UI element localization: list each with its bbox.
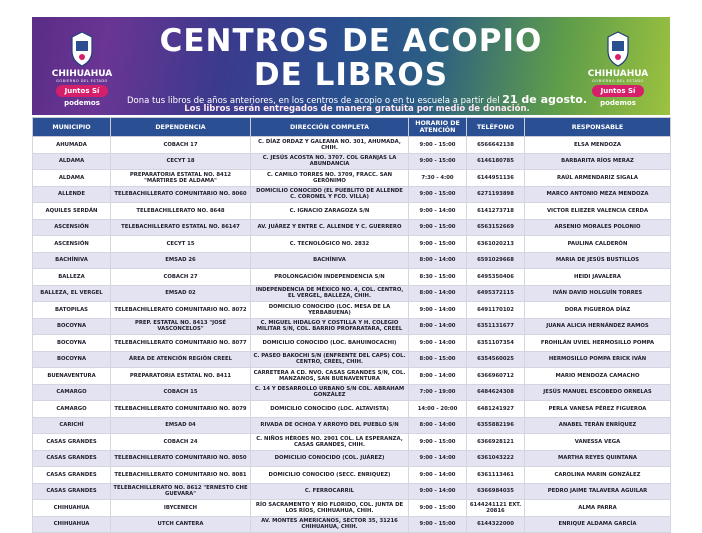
cell-direccion: BACHÍNIVA bbox=[251, 252, 409, 269]
cell-responsable: MARCO ANTONIO MEZA MENDOZA bbox=[525, 186, 671, 203]
cell-dependencia: COBACH 27 bbox=[111, 269, 251, 286]
table-row bbox=[33, 417, 671, 434]
cell-telefono: 6484624308 bbox=[467, 384, 525, 401]
column-header: DIRECCIÓN COMPLETA bbox=[251, 118, 409, 137]
cell-telefono: 6144241121 EXT. 20816 bbox=[467, 500, 525, 517]
cell-municipio: BACHÍNIVA bbox=[33, 252, 111, 269]
cell-telefono: 6271193898 bbox=[467, 186, 525, 203]
logo-word: CHIHUAHUA bbox=[587, 69, 649, 79]
cell-direccion: DOMICILIO CONOCIDO (LOC. ALTAVISTA) bbox=[251, 401, 409, 418]
cell-telefono: 6566642138 bbox=[467, 137, 525, 154]
table-row bbox=[33, 203, 671, 220]
page-title-line1: CENTROS DE ACOPIO bbox=[159, 23, 543, 59]
table-row bbox=[33, 368, 671, 385]
cell-responsable: PAULINA CALDERÓN bbox=[525, 236, 671, 253]
cell-telefono: 6144322000 bbox=[467, 516, 525, 533]
cell-dependencia: TELEBACHILLERATO NO. 8648 bbox=[111, 203, 251, 220]
cell-municipio: AHUMADA bbox=[33, 137, 111, 154]
cell-municipio: CHIHUAHUA bbox=[33, 516, 111, 533]
cell-horario: 8:00 - 14:00 bbox=[409, 368, 467, 385]
cell-direccion: C. JESÚS ACOSTA NO. 3707. COL GRANJAS LA ABUNDANCIA bbox=[251, 153, 409, 170]
table-row bbox=[33, 401, 671, 418]
table-header-row bbox=[33, 118, 671, 137]
cell-telefono: 6361020213 bbox=[467, 236, 525, 253]
table-row bbox=[33, 269, 671, 286]
cell-municipio: CAMARGO bbox=[33, 401, 111, 418]
cell-horario: 8:00 - 15:00 bbox=[409, 351, 467, 368]
cell-municipio: CARICHÍ bbox=[33, 417, 111, 434]
cell-horario: 9:00 - 15:00 bbox=[409, 516, 467, 533]
cell-dependencia: UTCH CANTERA bbox=[111, 516, 251, 533]
shield-icon bbox=[606, 31, 630, 67]
cell-responsable: VANESSA VEGA bbox=[525, 434, 671, 451]
cell-responsable: CAROLINA MARIN GONZÁLEZ bbox=[525, 467, 671, 484]
cell-responsable: IVÁN DAVID HOLGUÍN TORRES bbox=[525, 285, 671, 302]
cell-responsable: MARTHA REYES QUINTANA bbox=[525, 450, 671, 467]
cell-dependencia: TELEBACHILLERATO COMUNITARIO NO. 8077 bbox=[111, 335, 251, 352]
table-row bbox=[33, 137, 671, 154]
cell-responsable: JESÚS MANUEL ESCOBEDO ORNELAS bbox=[525, 384, 671, 401]
cell-municipio: CASAS GRANDES bbox=[33, 467, 111, 484]
cell-dependencia: EMSAD 26 bbox=[111, 252, 251, 269]
cell-telefono: 6141273718 bbox=[467, 203, 525, 220]
cell-responsable: JUANA ALICIA HERNÁNDEZ RAMOS bbox=[525, 318, 671, 335]
table-row bbox=[33, 285, 671, 302]
cell-direccion: DOMICILIO CONOCIDO (LOC. BAHUINOCACHI) bbox=[251, 335, 409, 352]
cell-dependencia: TELEBACHILLERATO COMUNITARIO NO. 8081 bbox=[111, 467, 251, 484]
cell-responsable: MARIA DE JESÚS BUSTILLOS bbox=[525, 252, 671, 269]
cell-dependencia: TELEBACHILLERATO ESTATAL NO. 86147 bbox=[111, 219, 251, 236]
cell-responsable: RAÚL ARMENDARIZ SIGALA bbox=[525, 170, 671, 187]
cell-responsable: BARBARITA RÍOS MERAZ bbox=[525, 153, 671, 170]
cell-direccion: AV. JUÁREZ Y ENTRE C. ALLENDE Y C. GUERRERO bbox=[251, 219, 409, 236]
cell-responsable: ARSENIO MORALES POLONIO bbox=[525, 219, 671, 236]
table-body bbox=[33, 137, 671, 533]
cell-municipio: BALLEZA, EL VERGEL bbox=[33, 285, 111, 302]
column-header: DEPENDENCIA bbox=[111, 118, 251, 137]
cell-direccion: C. 14 Y DESARROLLO URBANO S/N COL. ABRAHAM GONZÁLEZ bbox=[251, 384, 409, 401]
cell-responsable: PEDRO JAIME TALAVERA AGUILAR bbox=[525, 483, 671, 500]
table-row bbox=[33, 516, 671, 533]
cell-dependencia: PREPARATORIA ESTATAL NO. 8411 bbox=[111, 368, 251, 385]
table-row bbox=[33, 483, 671, 500]
cell-horario: 9:00 - 15:00 bbox=[409, 137, 467, 154]
table-row bbox=[33, 252, 671, 269]
cell-horario: 9:00 - 15:00 bbox=[409, 236, 467, 253]
cell-telefono: 6355882196 bbox=[467, 417, 525, 434]
cell-direccion: C. DÍAZ ORDAZ Y GALEANA NO. 301, AHUMADA, CHIH. bbox=[251, 137, 409, 154]
cell-telefono: 6361113461 bbox=[467, 467, 525, 484]
cell-direccion: C. TECNOLÓGICO NO. 2832 bbox=[251, 236, 409, 253]
cell-responsable: ALMA PARRA bbox=[525, 500, 671, 517]
cell-responsable: ENRIQUE ALDAMA GARCÍA bbox=[525, 516, 671, 533]
cell-telefono: 6495372115 bbox=[467, 285, 525, 302]
cell-municipio: BALLEZA bbox=[33, 269, 111, 286]
cell-dependencia: ÁREA DE ATENCIÓN REGIÓN CREEL bbox=[111, 351, 251, 368]
column-header: HORARIO DE ATENCIÓN bbox=[409, 118, 467, 137]
logo-subtext: GOBIERNO DEL ESTADO bbox=[592, 79, 644, 83]
table-row bbox=[33, 219, 671, 236]
cell-municipio: BOCOYNA bbox=[33, 351, 111, 368]
cell-direccion: DOMICILIO CONOCIDO (LOC. MESA DE LA YERBABUENA) bbox=[251, 302, 409, 319]
cell-horario: 9:00 - 15:00 bbox=[409, 219, 467, 236]
cell-dependencia: TELEBACHILLERATO COMUNITARIO NO. 8050 bbox=[111, 450, 251, 467]
cell-municipio: ALDAMA bbox=[33, 153, 111, 170]
cell-horario: 9:00 - 15:00 bbox=[409, 186, 467, 203]
cell-direccion: C. NIÑOS HÉROES NO. 2901 COL. LA ESPERANZA, CASAS GRANDES, CHIH. bbox=[251, 434, 409, 451]
logo-subtext: GOBIERNO DEL ESTADO bbox=[56, 79, 108, 83]
cell-municipio: ALLENDE bbox=[33, 186, 111, 203]
cell-horario: 8:00 - 14:00 bbox=[409, 417, 467, 434]
table-row bbox=[33, 384, 671, 401]
table-row bbox=[33, 500, 671, 517]
cell-dependencia: COBACH 17 bbox=[111, 137, 251, 154]
table-row bbox=[33, 186, 671, 203]
cell-responsable: HEIDI JAVALERA bbox=[525, 269, 671, 286]
table-row bbox=[33, 302, 671, 319]
cell-horario: 8:00 - 14:00 bbox=[409, 285, 467, 302]
cell-horario: 9:00 - 14:00 bbox=[409, 467, 467, 484]
subtitle-line2: Los libros serán entregados de manera gratuita por medio de donación. bbox=[184, 104, 530, 114]
cell-dependencia: TELEBACHILLERATO COMUNITARIO NO. 8072 bbox=[111, 302, 251, 319]
cell-telefono: 6351107354 bbox=[467, 335, 525, 352]
cell-responsable: DORA FIGUEROA DÍAZ bbox=[525, 302, 671, 319]
cell-responsable: ELSA MENDOZA bbox=[525, 137, 671, 154]
cell-dependencia: COBACH 15 bbox=[111, 384, 251, 401]
table-row bbox=[33, 467, 671, 484]
cell-municipio: CAMARGO bbox=[33, 384, 111, 401]
cell-direccion: CARRETERA A CD. NVO. CASAS GRANDES S/N, COL. MANZANOS, SAN BUENAVENTURA bbox=[251, 368, 409, 385]
cell-responsable: PERLA VANESA PÉREZ FIGUEROA bbox=[525, 401, 671, 418]
cell-telefono: 6354560025 bbox=[467, 351, 525, 368]
cell-direccion: C. FERROCARRIL bbox=[251, 483, 409, 500]
cell-direccion: INDEPENDENCIA DE MÉXICO NO. 4, COL. CENTRO, EL VERGEL, BALLEZA, CHIH. bbox=[251, 285, 409, 302]
cell-dependencia: EMSAD 04 bbox=[111, 417, 251, 434]
cell-telefono: 6366960712 bbox=[467, 368, 525, 385]
cell-municipio: CASAS GRANDES bbox=[33, 434, 111, 451]
cell-municipio: CASAS GRANDES bbox=[33, 450, 111, 467]
table-row bbox=[33, 335, 671, 352]
cell-municipio: ASCENSIÓN bbox=[33, 236, 111, 253]
cell-horario: 7:30 - 4:00 bbox=[409, 170, 467, 187]
cell-municipio: ASCENSIÓN bbox=[33, 219, 111, 236]
cell-dependencia: TELEBACHILLERATO NO. 8612 "ERNESTO CHE GUEVARA" bbox=[111, 483, 251, 500]
cell-horario: 8:30 - 15:00 bbox=[409, 269, 467, 286]
collection-centers-table bbox=[32, 117, 671, 533]
cell-dependencia: TELEBACHILLERATO COMUNITARIO NO. 8079 bbox=[111, 401, 251, 418]
cell-municipio: BUENAVENTURA bbox=[33, 368, 111, 385]
cell-responsable: FROHILÁN UVIEL HERMOSILLO POMPA bbox=[525, 335, 671, 352]
cell-horario: 9:00 - 14:00 bbox=[409, 450, 467, 467]
column-header: TELÉFONO bbox=[467, 118, 525, 137]
table-row bbox=[33, 351, 671, 368]
cell-dependencia: COBACH 24 bbox=[111, 434, 251, 451]
cell-municipio: BOCOYNA bbox=[33, 318, 111, 335]
cell-dependencia: TELEBACHILLERATO COMUNITARIO NO. 8060 bbox=[111, 186, 251, 203]
cell-telefono: 6361043222 bbox=[467, 450, 525, 467]
cell-horario: 9:00 - 14:00 bbox=[409, 483, 467, 500]
table-row bbox=[33, 170, 671, 187]
cell-direccion: PROLONGACIÓN INDEPENDENCIA S/N bbox=[251, 269, 409, 286]
table-row bbox=[33, 153, 671, 170]
cell-direccion: DOMICILIO CONOCIDO (COL. JUÁREZ) bbox=[251, 450, 409, 467]
subtitle-prefix: Dona tus libros de años anteriores, en los centros de acopio o en tu escuela a partir del bbox=[127, 96, 500, 106]
column-header: RESPONSABLE bbox=[525, 118, 671, 137]
cell-municipio: BATOPILAS bbox=[33, 302, 111, 319]
cell-direccion: C. IGNACIO ZARAGOZA S/N bbox=[251, 203, 409, 220]
cell-municipio: CHIHUAHUA bbox=[33, 500, 111, 517]
logo-badge: Juntos Sí podemos bbox=[56, 85, 108, 97]
cell-direccion: C. PASEO BAKOCHI S/N (ENFRENTE DEL CAPS) COL. CENTRO, CREEL, CHIH. bbox=[251, 351, 409, 368]
cell-direccion: C. MIGUEL HIDALGO Y COSTILLA Y H. COLEGIO MILITAR S/N, COL. BARRIO PROFARATARA, CREEL bbox=[251, 318, 409, 335]
cell-dependencia: PREP. ESTATAL NO. 8413 "JOSÉ VASCONCELOS" bbox=[111, 318, 251, 335]
cell-municipio: ALDAMA bbox=[33, 170, 111, 187]
cell-horario: 8:00 - 14:00 bbox=[409, 252, 467, 269]
cell-direccion: RÍO SACRAMENTO Y RÍO FLORIDO, COL. JUNTA DE LOS RÍOS, CHIHUAHUA, CHIH. bbox=[251, 500, 409, 517]
cell-horario: 14:00 - 20:00 bbox=[409, 401, 467, 418]
cell-horario: 9:00 - 14:00 bbox=[409, 335, 467, 352]
cell-responsable: VICTOR ELIEZER VALENCIA CERDA bbox=[525, 203, 671, 220]
cell-telefono: 6146180785 bbox=[467, 153, 525, 170]
table-row bbox=[33, 236, 671, 253]
column-header: MUNICIPIO bbox=[33, 118, 111, 137]
cell-municipio: BOCOYNA bbox=[33, 335, 111, 352]
table-row bbox=[33, 434, 671, 451]
cell-horario: 7:00 - 19:00 bbox=[409, 384, 467, 401]
page-title-line2: DE LIBROS bbox=[253, 57, 449, 93]
cell-horario: 9:00 - 15:00 bbox=[409, 434, 467, 451]
logo-word: CHIHUAHUA bbox=[51, 69, 113, 79]
cell-direccion: DOMICILIO CONOCIDO (EL PUEBLITO DE ALLENDE C. CORONEL Y FCO. VILLA) bbox=[251, 186, 409, 203]
cell-horario: 9:00 - 14:00 bbox=[409, 203, 467, 220]
cell-direccion: RIVADA DE OCHOA Y ARROYO DEL PUEBLO S/N bbox=[251, 417, 409, 434]
cell-direccion: C. CAMILO TORRES NO. 3709, FRACC. SAN GERÓNIMO bbox=[251, 170, 409, 187]
cell-horario: 9:00 - 15:00 bbox=[409, 500, 467, 517]
cell-telefono: 6144951136 bbox=[467, 170, 525, 187]
cell-telefono: 6351131677 bbox=[467, 318, 525, 335]
chihuahua-logo-right bbox=[580, 29, 656, 107]
cell-responsable: HERMOSILLO POMPA ERICK IVÁN bbox=[525, 351, 671, 368]
cell-horario: 8:00 - 14:00 bbox=[409, 318, 467, 335]
cell-municipio: AQUILES SERDÁN bbox=[33, 203, 111, 220]
subtitle-date: 21 de agosto. bbox=[502, 93, 587, 106]
cell-responsable: MARIO MENDOZA CAMACHO bbox=[525, 368, 671, 385]
cell-horario: 9:00 - 14:00 bbox=[409, 302, 467, 319]
cell-dependencia: CECYT 15 bbox=[111, 236, 251, 253]
header-banner bbox=[32, 17, 670, 115]
cell-dependencia: EMSAD 02 bbox=[111, 285, 251, 302]
cell-telefono: 6366984035 bbox=[467, 483, 525, 500]
cell-dependencia: PREPARATORIA ESTATAL NO. 8412 "MÁRTIRES DE ALDAMA" bbox=[111, 170, 251, 187]
cell-telefono: 6481241927 bbox=[467, 401, 525, 418]
logo-badge: Juntos Sí podemos bbox=[592, 85, 644, 97]
cell-telefono: 6591029668 bbox=[467, 252, 525, 269]
cell-responsable: ANABEL TERÁN ENRÍQUEZ bbox=[525, 417, 671, 434]
cell-municipio: CASAS GRANDES bbox=[33, 483, 111, 500]
cell-dependencia: IBYCENECH bbox=[111, 500, 251, 517]
cell-telefono: 6495350406 bbox=[467, 269, 525, 286]
cell-direccion: DOMICILIO CONOCIDO (SECC. ENRIQUEZ) bbox=[251, 467, 409, 484]
table-row bbox=[33, 450, 671, 467]
cell-telefono: 6366928121 bbox=[467, 434, 525, 451]
cell-dependencia: CECYT 18 bbox=[111, 153, 251, 170]
cell-telefono: 6563152669 bbox=[467, 219, 525, 236]
cell-telefono: 6491170102 bbox=[467, 302, 525, 319]
cell-direccion: AV. MONTES AMERICANOS, SECTOR 35, 31216 CHIHUAHUA, CHIH. bbox=[251, 516, 409, 533]
table-row bbox=[33, 318, 671, 335]
cell-horario: 9:00 - 15:00 bbox=[409, 153, 467, 170]
